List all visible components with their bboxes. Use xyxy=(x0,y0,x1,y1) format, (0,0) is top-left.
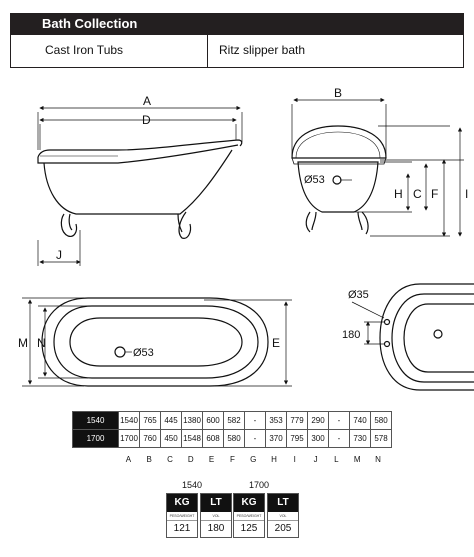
plan-detail-drawing xyxy=(380,284,474,390)
table-cell: - xyxy=(245,430,266,448)
table-cell: 580 xyxy=(224,430,245,448)
column-letter: C xyxy=(167,455,173,464)
model-cell: 1700 xyxy=(73,430,119,448)
table-cell: 1380 xyxy=(182,412,203,430)
table-row xyxy=(73,412,392,430)
dim-label-j: J xyxy=(56,248,62,262)
weight-model-label: 1700 xyxy=(249,480,270,490)
column-letter: D xyxy=(187,455,194,464)
table-cell: - xyxy=(329,412,350,430)
weight-box xyxy=(233,493,265,538)
column-letter: J xyxy=(313,455,318,464)
table-cell: 740 xyxy=(350,412,371,430)
kg-sublabel: PESO/WEIGHT xyxy=(167,512,197,521)
weight-model-label: 1540 xyxy=(182,480,203,490)
table-cell: 450 xyxy=(161,430,182,448)
table-cell: 353 xyxy=(266,412,287,430)
volume-box xyxy=(267,493,299,538)
lt-sublabel: VOL xyxy=(268,512,298,521)
dim-label-h: H xyxy=(394,187,403,201)
table-cell: 765 xyxy=(140,412,161,430)
lt-sublabel: VOL xyxy=(201,512,231,521)
plan-view-drawing xyxy=(42,298,268,386)
kg-value: 121 xyxy=(173,523,191,534)
dim-label-b: B xyxy=(334,86,343,100)
table-row xyxy=(73,430,392,448)
table-cell: - xyxy=(329,430,350,448)
table-cell: 300 xyxy=(308,430,329,448)
table-cell: - xyxy=(245,412,266,430)
lt-value: 205 xyxy=(274,523,292,534)
category-label: Cast Iron Tubs xyxy=(45,43,124,57)
table-cell: 290 xyxy=(308,412,329,430)
dim-label-d: D xyxy=(142,113,151,127)
dim-label-a: A xyxy=(143,94,152,108)
table-cell: 1700 xyxy=(119,430,140,448)
dim-label-i: I xyxy=(465,187,469,201)
table-cell: 608 xyxy=(203,430,224,448)
weight-box xyxy=(166,493,198,538)
table-cell: 445 xyxy=(161,412,182,430)
lt-value: 180 xyxy=(207,523,225,534)
table-cell: 582 xyxy=(224,412,245,430)
table-cell: 760 xyxy=(140,430,161,448)
dimension-letter-row xyxy=(118,455,388,464)
kg-sublabel: PESO/WEIGHT xyxy=(234,512,264,521)
column-letter: G xyxy=(250,455,257,464)
waste-diameter-plan: Ø53 xyxy=(133,347,154,359)
volume-box xyxy=(200,493,232,538)
table-cell: 730 xyxy=(350,430,371,448)
product-name: Ritz slipper bath xyxy=(219,43,306,57)
table-cell: 578 xyxy=(371,430,392,448)
table-cell: 600 xyxy=(203,412,224,430)
column-letter: B xyxy=(146,455,152,464)
kg-value: 125 xyxy=(240,523,258,534)
lt-label: LT xyxy=(268,494,298,512)
model-cell: 1540 xyxy=(73,412,119,430)
table-cell: 795 xyxy=(287,430,308,448)
column-letter: F xyxy=(229,455,235,464)
tap-hole-diameter: Ø35 xyxy=(348,289,369,301)
column-letter: N xyxy=(375,455,381,464)
dim-label-m: M xyxy=(18,336,28,350)
column-letter: H xyxy=(271,455,277,464)
collection-title: Bath Collection xyxy=(42,16,138,31)
table-cell: 1548 xyxy=(182,430,203,448)
column-letter: L xyxy=(334,455,339,464)
table-cell: 370 xyxy=(266,430,287,448)
table-cell: 1540 xyxy=(119,412,140,430)
column-letter: E xyxy=(208,455,215,464)
dim-label-n: N xyxy=(37,336,46,350)
column-letter: A xyxy=(125,455,132,464)
column-letter: M xyxy=(353,455,361,464)
table-cell: 779 xyxy=(287,412,308,430)
kg-label: KG xyxy=(234,494,264,512)
column-letter: I xyxy=(293,455,296,464)
table-cell: 580 xyxy=(371,412,392,430)
tap-spacing: 180 xyxy=(342,329,361,341)
waste-diameter-side: Ø53 xyxy=(304,174,325,186)
dim-label-c: C xyxy=(413,187,422,201)
side-view-drawing xyxy=(38,140,242,238)
dim-label-f: F xyxy=(431,187,439,201)
dimensions-table xyxy=(72,411,392,448)
lt-label: LT xyxy=(201,494,231,512)
kg-label: KG xyxy=(167,494,197,512)
dim-label-e: E xyxy=(272,336,281,350)
